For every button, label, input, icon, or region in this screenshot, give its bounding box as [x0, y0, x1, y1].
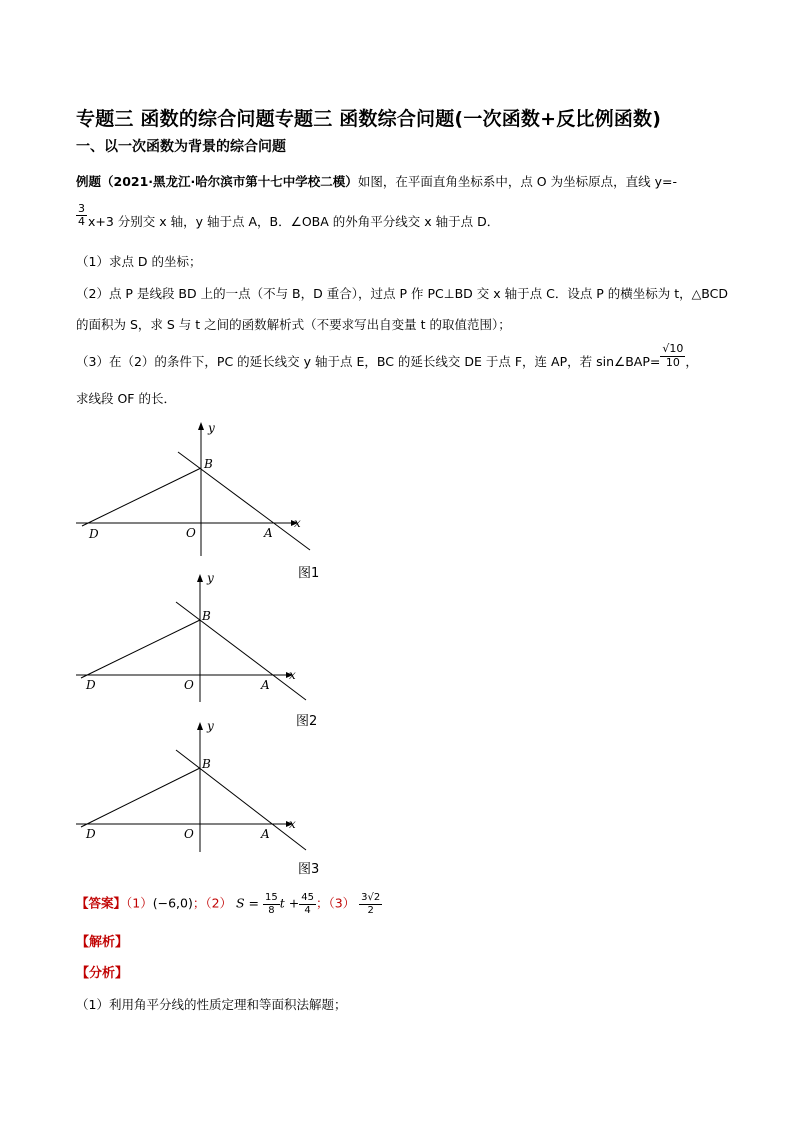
- figure-2-diagram: [76, 570, 326, 710]
- answer-part-1: （1）: [126, 895, 153, 911]
- label-d: D: [86, 678, 96, 692]
- answer-frac-3-den: 2: [367, 904, 374, 916]
- answer-frac-3-num: 3√2: [361, 892, 381, 903]
- answer-sep-2: ；（3）: [315, 895, 356, 911]
- slope-fraction: [76, 203, 87, 228]
- label-y: y: [207, 571, 214, 585]
- answer-frac-1-num: 15: [265, 892, 278, 903]
- y-axis-arrow: [198, 422, 204, 430]
- label-b: B: [204, 457, 213, 471]
- label-a: A: [261, 678, 270, 692]
- question-2b: 的面积为 S，求 S 与 t 之间的函数解析式（不要求写出自变量 t 的取值范围）；: [76, 317, 511, 332]
- example-source: （2021·黑龙江·哈尔滨市第十七中学校二模）: [101, 174, 358, 189]
- y-axis-arrow: [197, 574, 203, 582]
- line-bd: [81, 768, 200, 827]
- answer-frac-1: [263, 892, 280, 916]
- label-a: A: [264, 526, 273, 540]
- fenxi-label: 【分析】: [76, 966, 129, 981]
- label-d: D: [86, 827, 96, 841]
- label-x: x: [289, 817, 296, 831]
- label-y: y: [208, 421, 215, 435]
- line-ab: [178, 452, 310, 550]
- label-o: O: [184, 678, 194, 692]
- answer-frac-2-num: 45: [301, 892, 314, 903]
- question-3-comma: ，: [685, 354, 698, 369]
- line-ab: [176, 750, 306, 850]
- analysis-label: 【解析】: [76, 935, 129, 950]
- question-1: （1）求点 D 的坐标；: [76, 254, 202, 269]
- example-line-1: [76, 172, 677, 190]
- label-o: O: [186, 526, 196, 540]
- question-3b: 求线段 OF 的长．: [76, 391, 176, 406]
- figure-1-caption: 图1: [298, 566, 320, 581]
- answer-sep-1: ；（2）: [192, 895, 233, 911]
- line-bd: [82, 468, 201, 526]
- sin-fraction: [660, 343, 685, 369]
- line-ab: [176, 602, 306, 700]
- answer-frac-1-den: 8: [268, 904, 275, 916]
- analysis-line: （1）利用角平分线的性质定理和等面积法解题；: [76, 997, 347, 1012]
- slope-numerator: 3: [78, 202, 85, 215]
- sin-numerator: √10: [662, 342, 684, 356]
- question-2a: （2）点 P 是线段 BD 上的一点（不与 B，D 重合），过点 P 作 PC⊥BD 交 x 轴于点 C．设点 P 的横坐标为 t，△BCD: [76, 286, 728, 301]
- answer-frac-2: [299, 892, 316, 916]
- page-title: 专题三 函数的综合问题专题三 函数综合问题(一次函数+反比例函数): [76, 108, 662, 130]
- label-a: A: [261, 827, 270, 841]
- label-y: y: [207, 719, 214, 733]
- slope-denominator: 4: [78, 215, 85, 229]
- answer-frac-3: [359, 892, 382, 916]
- figure-3-caption: 图3: [298, 862, 320, 877]
- example-text: 如图，在平面直角坐标系中，点 O 为坐标原点，直线 y=-: [357, 174, 677, 189]
- sin-denominator: 10: [665, 356, 680, 369]
- answer-t-plus: t +: [279, 895, 300, 911]
- answer-label: 【答案】: [76, 895, 127, 911]
- figure-3-diagram: [76, 718, 326, 858]
- question-3a: [76, 342, 698, 370]
- y-axis-arrow: [197, 722, 203, 730]
- label-d: D: [89, 527, 99, 541]
- section-heading: 一、以一次函数为背景的综合问题: [76, 139, 286, 155]
- label-b: B: [202, 609, 211, 623]
- answer-value-1: (−6,0): [152, 895, 193, 911]
- answer-frac-2-den: 4: [304, 904, 311, 916]
- figure-2-caption: 图2: [296, 714, 318, 729]
- label-x: x: [294, 516, 301, 530]
- label-x: x: [289, 668, 296, 682]
- label-o: O: [184, 827, 194, 841]
- line-bd: [81, 620, 200, 678]
- question-3-text: （3）在（2）的条件下，PC 的延长线交 y 轴于点 E，BC 的延长线交 DE 于点 F，连 AP，若 sin∠BAP=: [76, 354, 661, 369]
- example-label: 例题: [76, 174, 102, 189]
- answer-line: [76, 892, 382, 916]
- example-line-2: x+3 分别交 x 轴，y 轴于点 A，B．∠OBA 的外角平分线交 x 轴于点 D．: [88, 214, 500, 229]
- figure-1-diagram: [76, 418, 326, 558]
- label-b: B: [202, 757, 211, 771]
- answer-s-eq: S =: [236, 895, 260, 911]
